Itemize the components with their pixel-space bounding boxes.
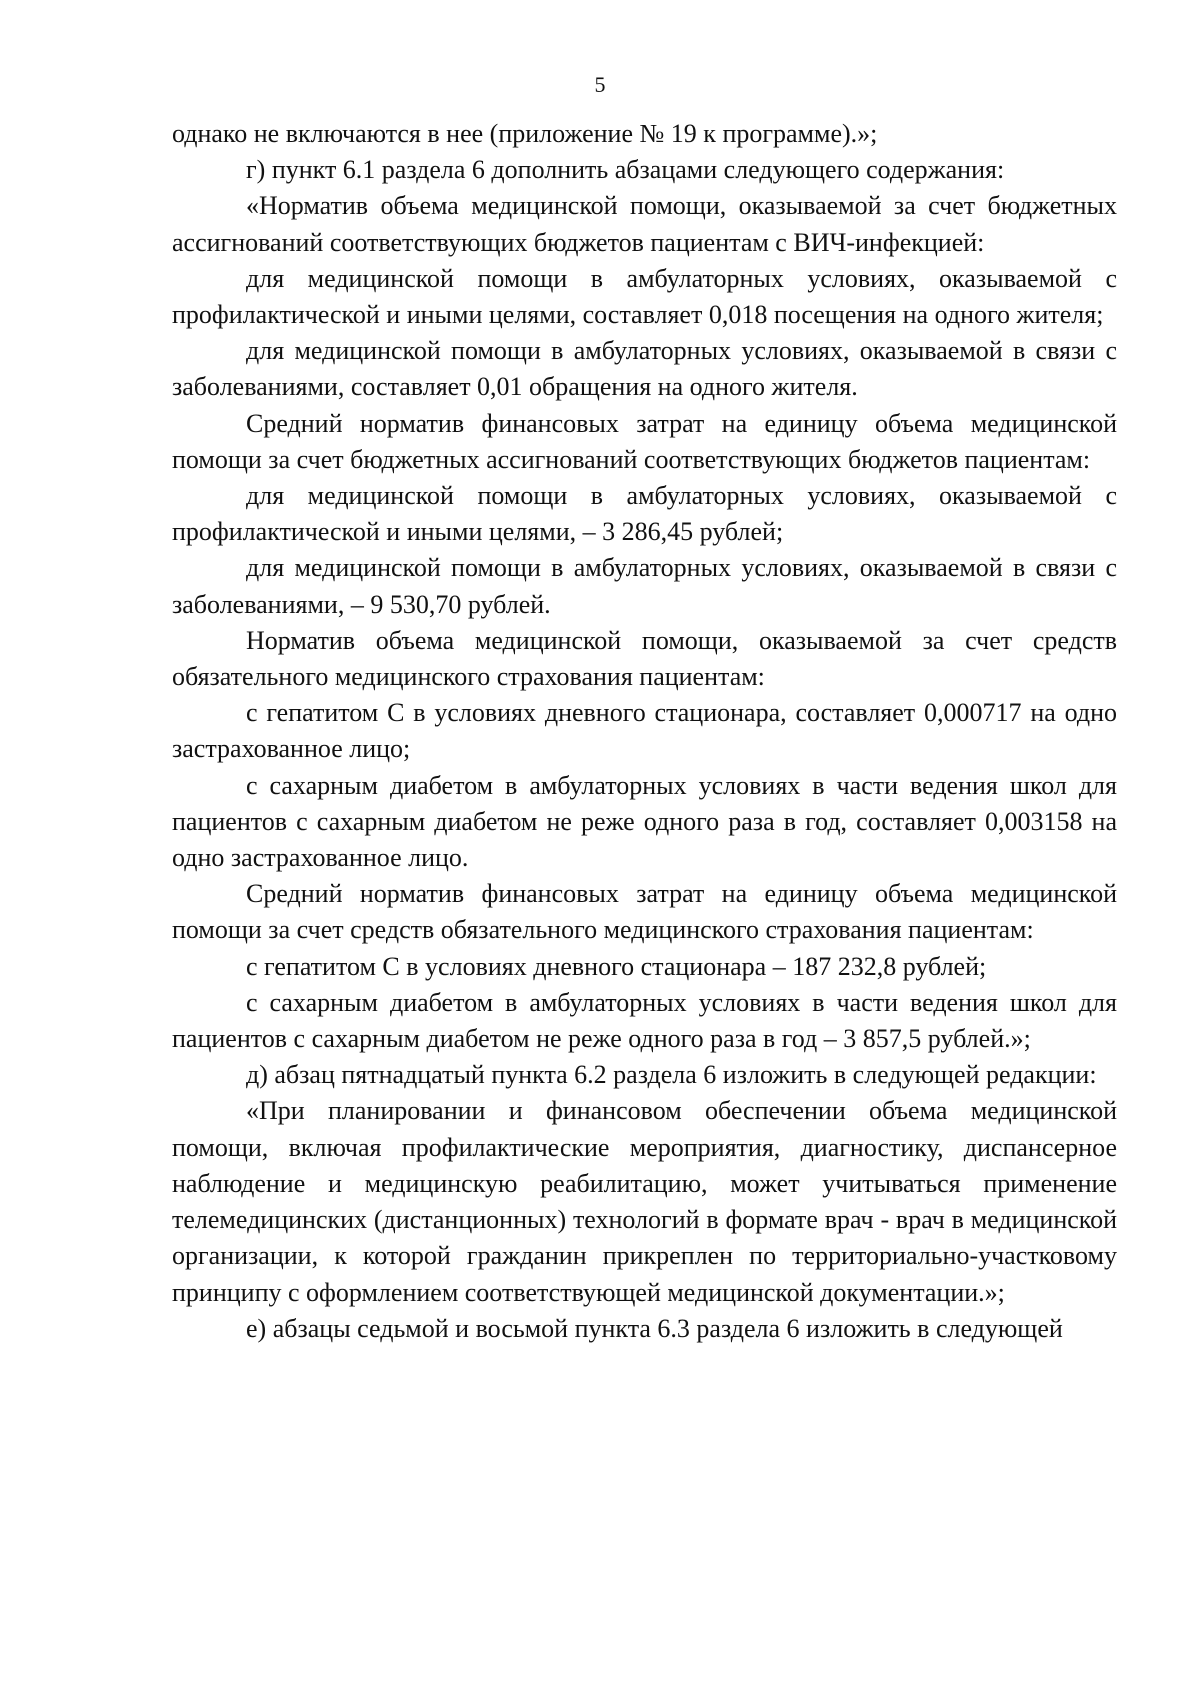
paragraph-hepatitis-cost: с гепатитом С в условиях дневного стационара – 187 232,8 рублей; [246, 951, 987, 981]
paragraph-oms-volume-norm: Норматив объема медицинской помощи, оказываемой за счет средств обязательного медицинского страхования пациентам: [172, 625, 1117, 692]
page-number: 5 [594, 72, 606, 97]
paragraph-diabetes-volume: с сахарным диабетом в амбулаторных условиях в части ведения школ для пациентов с сахарным диабетом не реже одного раза в год, составляет 0,003158 на одно застрахованное лицо. [172, 770, 1117, 873]
paragraph-avg-financial-budget: Средний норматив финансовых затрат на единицу объема медицинской помощи за счет бюджетных ассигнований соответствующих бюджетов пациентам: [172, 408, 1117, 474]
paragraph-hepatitis-volume: с гепатитом С в условиях дневного стационара, составляет 0,000717 на одно застрахованное лицо; [172, 698, 1117, 764]
paragraph-continuation: однако не включаются в нее (приложение № 19 к программе).»; [172, 119, 878, 148]
document-body [172, 116, 1117, 1347]
paragraph-budget-disease: для медицинской помощи в амбулаторных условиях, оказываемой в связи с заболеваниями, – 9 530,70 рублей. [172, 553, 1117, 619]
paragraph-budget-prophylactic: для медицинской помощи в амбулаторных условиях, оказываемой с профилактической и иными целями, – 3 286,45 рублей; [172, 481, 1117, 547]
paragraph-hiv-prophylactic: для медицинской помощи в амбулаторных условиях, оказываемой с профилактической и иными целями, составляет 0,018 посещения на одного жителя; [172, 263, 1117, 330]
paragraph-hiv-disease: для медицинской помощи в амбулаторных условиях, оказываемой в связи с заболеваниями, составляет 0,01 обращения на одного жителя. [172, 336, 1117, 402]
paragraph-hiv-norm: «Норматив объема медицинской помощи, оказываемой за счет бюджетных ассигнований соответствующих бюджетов пациентам с ВИЧ-инфекцией: [172, 191, 1117, 257]
paragraph-diabetes-cost: с сахарным диабетом в амбулаторных условиях в части ведения школ для пациентов с сахарным диабетом не реже одного раза в год – 3 857,5 рублей.»; [172, 987, 1117, 1054]
paragraph-item-e: е) абзацы седьмой и восьмой пункта 6.3 раздела 6 изложить в следующей [246, 1313, 1063, 1343]
paragraph-avg-financial-oms: Средний норматив финансовых затрат на единицу объема медицинской помощи за счет средств обязательного медицинского страхования пациентам: [172, 879, 1117, 945]
paragraph-telemedicine: «При планировании и финансовом обеспечении объема медицинской помощи, включая профилактические мероприятия, диагностику, диспансерное наблюдение и медицинскую реабилитацию, может учитываться применение телемедицинских (дистанционных) технологий в формате врач - врач в медицинской организации, к которой гражданин прикреплен по территориально-участковому принципу с оформлением соответствующей медицинской документации.»; [172, 1096, 1117, 1307]
paragraph-item-g: г) пункт 6.1 раздела 6 дополнить абзацами следующего содержания: [246, 155, 1005, 185]
paragraph-item-d: д) абзац пятнадцатый пункта 6.2 раздела 6 изложить в следующей редакции: [246, 1060, 1097, 1090]
